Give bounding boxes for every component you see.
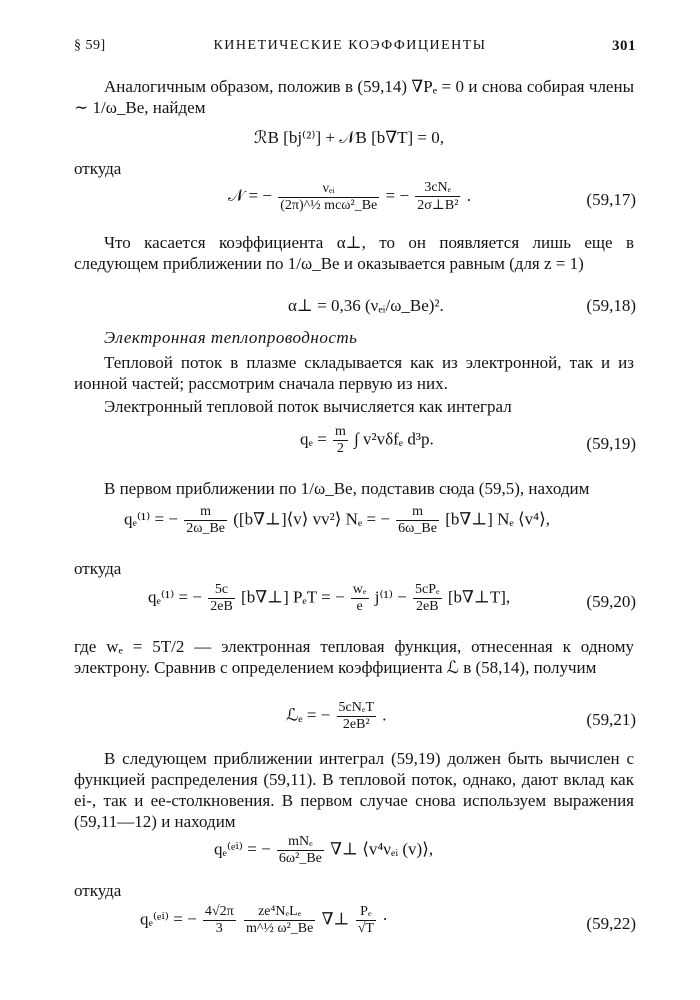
paragraph-8: где wₑ = 5T/2 — электронная тепловая функция, отнесенная к одному электрону. Сравнив с определением коэффициента ℒ в (58,14), получим [74, 637, 634, 677]
fraction [351, 582, 369, 615]
paragraph-9: В следующем приближении интеграл (59,19) должен быть вычислен с функцией распределения (59,11). В тепловой поток, однако, дают вклад как ei-, так и ee-столкновения. В первом случае снова используем выражения (59,11—12) и находим [74, 749, 634, 831]
fraction-numerator: 3cNₑ [415, 180, 460, 197]
fraction-denominator: √T [357, 921, 374, 936]
fraction-numerator: 4√2π [204, 904, 234, 919]
equation-formula [300, 424, 434, 457]
fraction-denominator: 6ω²_Be [278, 851, 322, 866]
fraction [415, 180, 460, 214]
fraction [244, 904, 315, 937]
equation-middle: = − [385, 185, 409, 205]
paragraph-4: Тепловой поток в плазме складывается как из электронной, так и из ионной частей; рассмотрим сначала первую из них. [74, 353, 634, 393]
fraction-denominator: 2 [336, 441, 344, 456]
equation-formula [124, 504, 550, 537]
page-number: 301 [612, 38, 636, 54]
equation-lhs: qₑ⁽¹⁾ = − [148, 587, 202, 607]
equation-number: (59,21) [586, 710, 636, 729]
fraction-denominator: (2π)^½ mcω²_Be [280, 197, 378, 213]
fraction [396, 504, 439, 537]
fraction-numerator: mNₑ [277, 834, 324, 851]
equation-lhs: qₑ⁽ᵉⁱ⁾ = − [140, 909, 197, 929]
equation-lhs: 𝒩 = − [228, 185, 272, 205]
fraction-numerator: Pₑ [356, 904, 376, 921]
fraction-denominator: m^½ ω²_Be [245, 921, 314, 936]
equation-middle: ([b∇⊥]⟨v⟩ vv²⟩ Nₑ = − [233, 509, 390, 529]
equation-formula [214, 834, 433, 867]
equation-number: (59,17) [586, 190, 636, 209]
fraction-numerator: νₑᵢ [278, 181, 379, 198]
fraction-denominator: 2σ⊥B² [417, 198, 459, 213]
paragraph-7: откуда [74, 559, 122, 578]
fraction [278, 181, 379, 214]
equation-middle: j⁽¹⁾ − [374, 587, 407, 607]
fraction-numerator: m [334, 424, 346, 439]
fraction-numerator: wₑ [352, 582, 367, 597]
fraction [356, 904, 376, 937]
equation-number: (59,22) [586, 914, 636, 933]
fraction [277, 834, 324, 867]
equation-lhs: ℒₑ = − [286, 705, 331, 725]
equation-tail: · [382, 909, 388, 929]
fraction-numerator: 5c [208, 582, 235, 599]
equation-formula [140, 904, 388, 937]
equation-tail: . [466, 185, 471, 205]
fraction [184, 504, 227, 537]
equation-middle: ∇⊥ [321, 909, 350, 929]
fraction [208, 582, 235, 615]
equation-formula: ℛB [bj⁽²⁾] + 𝒩B [b∇T] = 0, [254, 128, 445, 147]
fraction [203, 904, 236, 937]
equation-lhs: qₑ⁽ᵉⁱ⁾ = − [214, 839, 271, 859]
equation-tail: ∫ v²vδfₑ d³p. [354, 429, 434, 449]
fraction-numerator: ze⁴NₑLₑ [244, 904, 315, 921]
running-head-title: КИНЕТИЧЕСКИЕ КОЭФФИЦИЕНТЫ [213, 38, 487, 53]
equation-formula [148, 582, 510, 615]
fraction-denominator: 2eB² [342, 717, 370, 732]
equation-number: (59,19) [586, 434, 636, 453]
equation-middle: [b∇⊥] PₑT = − [241, 587, 345, 607]
subsection-heading: Электронная теплопроводность [104, 328, 358, 347]
paragraph-5: Электронный тепловой поток вычисляется как интеграл [104, 397, 512, 416]
running-head-section: § 59] [74, 38, 106, 53]
equation-number: (59,18) [586, 296, 636, 315]
equation-formula [228, 180, 471, 214]
fraction-numerator: m [184, 504, 227, 521]
fraction [337, 700, 376, 733]
equation-formula: α⊥ = 0,36 (νₑᵢ/ω_Be)². [288, 296, 444, 315]
equation-tail: [b∇⊥] Nₑ ⟨v⁴⟩, [445, 509, 550, 529]
equation-lhs: qₑ⁽¹⁾ = − [124, 509, 178, 529]
fraction-denominator: 2eB [416, 599, 439, 614]
paragraph-6: В первом приближении по 1/ω_Be, подставив сюда (59,5), находим [104, 479, 590, 498]
fraction [333, 424, 348, 457]
paragraph-10: откуда [74, 881, 122, 900]
fraction-denominator: 6ω_Be [398, 521, 437, 536]
paragraph-3: Что касается коэффициента α⊥, то он появляется лишь еще в следующем приближении по 1/ω_Be и оказывается равным (для z = 1) [74, 233, 634, 273]
fraction [413, 582, 442, 615]
fraction-denominator: 2ω_Be [186, 521, 226, 536]
fraction-denominator: 2eB [210, 599, 233, 614]
fraction-denominator: 3 [215, 921, 223, 936]
equation-tail: [b∇⊥T], [447, 587, 511, 607]
fraction-numerator: 5cPₑ [415, 582, 440, 597]
equation-tail: ∇⊥ ⟨v⁴νₑᵢ (v)⟩, [330, 839, 434, 859]
fraction-numerator: 5cNₑT [338, 700, 374, 715]
paragraph-2: откуда [74, 159, 122, 178]
fraction-denominator: e [356, 599, 363, 614]
paragraph-1: Аналогичным образом, положив в (59,14) ∇Pₑ = 0 и снова собирая члены ∼ 1/ω_Be, найдем [74, 77, 634, 117]
equation-lhs: qₑ = [300, 429, 327, 449]
equation-number: (59,20) [586, 592, 636, 611]
fraction-numerator: m [396, 504, 439, 521]
equation-formula [286, 700, 387, 733]
equation-tail: . [382, 705, 387, 725]
